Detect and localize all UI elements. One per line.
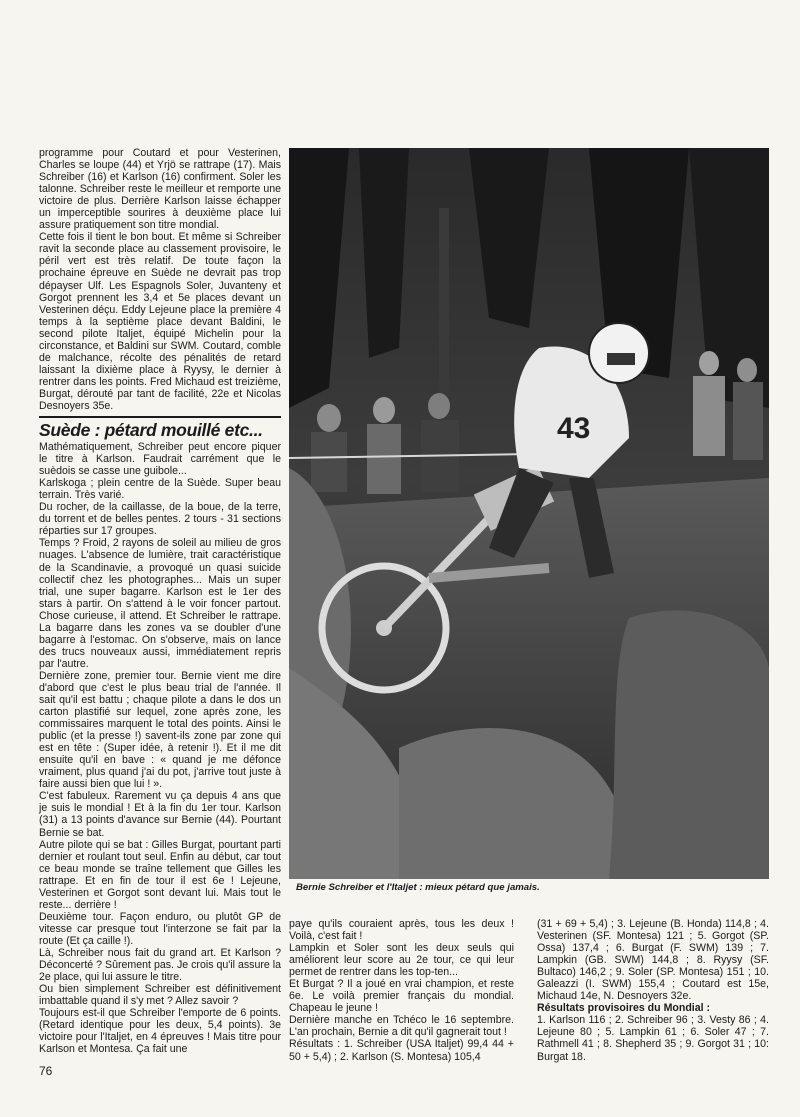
paragraph: Dernière zone, premier tour. Bernie vient me dire d'abord que c'est le plus beau trial de l'année. Il sait qu'il est battu ; chaque pilote a dans le dos un carton plastifié sur lequel, zone après zone, les commissaires marquent le total des points. Ainsi le public (et la presse !) savent-ils zone par zone qui est en tête : (Super idée, à retenir !). Et il me dit ensuite qu'il en bave : « quand je me défonce vraiment, plus quand j'ai du pot, j'arrive tout juste à faire aussi bien que lui ! ». [39,669,281,791]
middle-column [289,918,514,1063]
paragraph: Dernière manche en Tchéco le 16 septembre. L'an prochain, Bernie a dit qu'il gagnerait tout ! [289,1014,514,1039]
paragraph: Du rocher, de la caillasse, de la boue, de la terre, du torrent et de belles pentes. 2 tours - 31 sections réparties sur 17 groupes. [39,501,281,538]
paragraph: (31 + 69 + 5,4) ; 3. Lejeune (B. Honda) 114,8 ; 4. Vesterinen (SF. Montesa) 121 ; 5. Gorgot (SP. Ossa) 137,4 ; 6. Burgat (F. SWM) 139 ; 7. Lampkin (GB. SWM) 144,8 ; 8. Ryysy (SF. Bultaco) 146,2 ; 9. Soler (SP. Montesa) 151 ; 10. Galeazzi (I. SWM) 155,4 ; Coutard est 15e, Michaud 14e, N. Desnoyers 32e. [537,918,769,1003]
paragraph: Mathématiquement, Schreiber peut encore piquer le titre à Karlson. Faudrait carrément que le suèdois se casse une guibole... [39,441,281,478]
paragraph: Ou bien simplement Schreiber est définitivement imbattable quand il s'y met ? Allez savoir ? [39,983,281,1008]
left-column [39,147,281,1055]
paragraph: Temps ? Froid, 2 rayons de soleil au milieu de gros nuages. L'absence de lumière, trait caractéristique de la Scandinavie, a provoqué un quasi suicide collectif chez les photographes... Mais un super trial, une super bagarre. Karlson est le 1er des stars à partir. On s'attend à le voir foncer partout. Chose curieuse, il attend. Et Schreiber le rattrape. La bagarre dans les zones va se doubler d'une bagarre à l'estomac. On s'observe, mais on lance des trucs nouveaux aussi, immédiatement repris par l'autre. [39,537,281,670]
photo-caption: Bernie Schreiber et l'Italjet : mieux pétard que jamais. [296,882,540,893]
paragraph: Cette fois il tient le bon bout. Et même si Schreiber ravit la seconde place au classement provisoire, le péril vert est très relatif. De toute façon la prochaine épreuve en Suède ne devrait pas trop dépayser Ulf. Les Espagnols Soler, Juvanteny et Gorgot prennent les 3,4 et 5e places devant un Vesterinen déçu. Eddy Lejeune place la première 4 temps à la septième place devant Baldini, le second pilote Italjet, équipé Michelin pour la circonstance, et Baldini sur SWM. Coutard, comble de malchance, récolte des pénalités de retard laissant la dixième place à Ryysy, le dernier à rentrer dans les points. Fred Michaud est treizième, Burgat, dérouté par tant de facilité, 22e et Nicolas Desnoyers 35e. [39,231,281,412]
paragraph: programme pour Coutard et pour Vesterinen, Charles se loupe (44) et Yrjö se rattrape (17). Mais Schreiber (16) et Karlson (16) confirment. Soler les talonne. Schreiber reste le meilleur et remporte une victoire de plus. Derrière Karlson laisse échapper un imperceptible sourires à deuxième place lui assure pratiquement son titre mondial. [39,147,281,232]
photo-illustration [289,148,769,879]
race-bib-number: 43 [557,412,591,445]
paragraph: Lampkin et Soler sont les deux seuls qui améliorent leur score au 2e tour, ce qui leur permet de rentrer dans les top-ten... [289,942,514,979]
paragraph: C'est fabuleux. Rarement vu ça depuis 4 ans que je suis le mondial ! Et à la fin du 1er tour. Karlson (31) a 13 points d'avance sur Bernie (44). Pourtant Bernie se bat. [39,790,281,839]
paragraph: Là, Schreiber nous fait du grand art. Et Karlson ? Déconcerté ? Sûrement pas. Je crois qu'il assure la 2e place, qui lui assure le titre. [39,947,281,984]
section-title: Suède : pétard mouillé etc... [39,416,281,439]
right-column [537,918,769,1063]
page-number: 76 [39,1064,53,1078]
paragraph: Deuxième tour. Façon enduro, ou plutôt GP de vitesse car presque tout l'interzone se fait par la route (Et ça caille !). [39,910,281,947]
results-list: 1. Karlson 116 ; 2. Schreiber 96 ; 3. Vesty 86 ; 4. Lejeune 80 ; 5. Lampkin 61 ; 6. Soler 47 ; 7. Rathmell 41 ; 8. Shepherd 35 ; 9. Gorgot 31 ; 10: Burgat 18. [537,1014,769,1063]
paragraph: Autre pilote qui se bat : Gilles Burgat, pourtant parti dernier et roulant tout seul. Enfin au début, car tout ce beau monde se traîne tellement que Gilles les rattrape. Et en fin de tour il est 6e ! Lejeune, Vesterinen et Gorgot sont devant lui. Mais tout le reste... derrière ! [39,838,281,911]
paragraph: paye qu'ils couraient après, tous les deux ! Voilà, c'est fait ! [289,918,514,943]
paragraph: Toujours est-il que Schreiber l'emporte de 6 points. (Retard identique pour les deux, 5,4 points). 3e victoire pour l'Italjet, en 4 épreuves ! Mais titre pour Karlson et Montesa. Ça fait une [39,1007,281,1056]
results-heading: Résultats provisoires du Mondial : [537,1002,711,1015]
paragraph: Et Burgat ? Il a joué en vrai champion, et reste 6e. Le voilà premier français du mondial. Chapeau le jeune ! [289,978,514,1015]
paragraph: Karlskoga ; plein centre de la Suède. Super beau terrain. Très varié. [39,477,281,502]
paragraph: Résultats : 1. Schreiber (USA Italjet) 99,4 44 + 50 + 5,4) ; 2. Karlson (S. Montesa) 105,4 [289,1038,514,1063]
trial-rider-photo [289,148,769,879]
